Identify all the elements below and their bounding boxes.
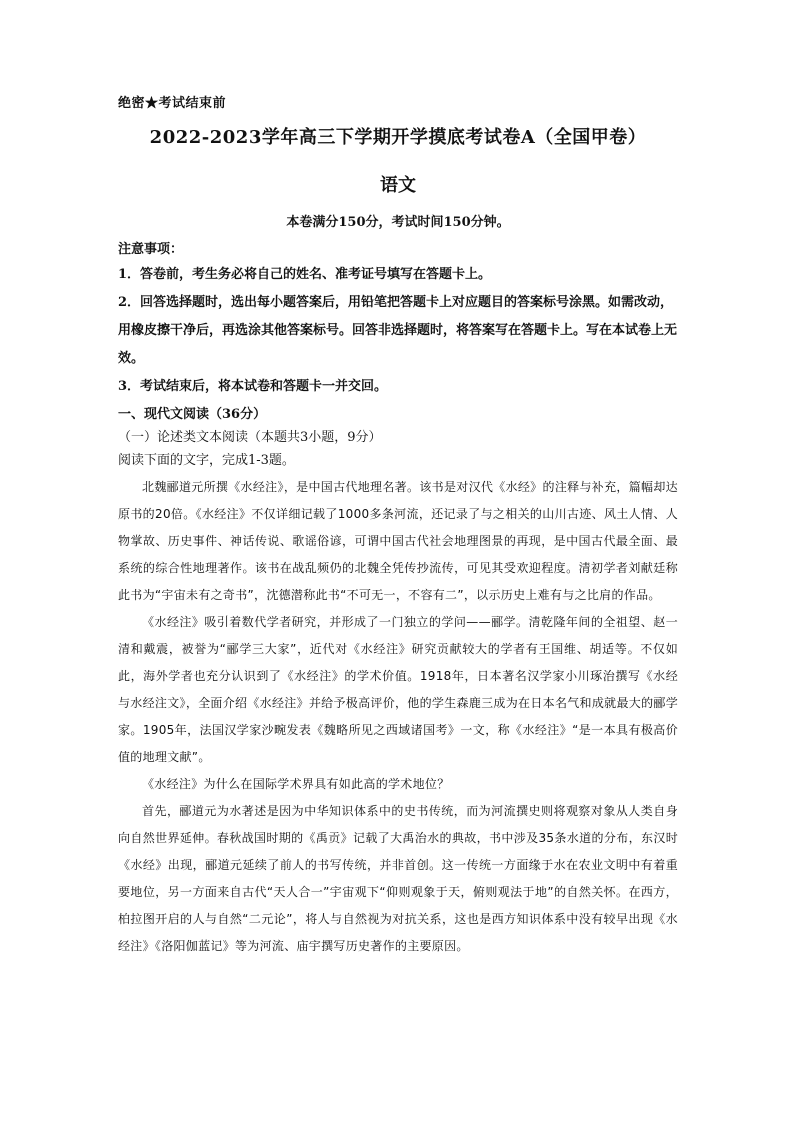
section-subtitle: （一）论述类文本阅读（本题共3小题，9分） [118, 430, 382, 445]
section-title: 一、现代文阅读（36分） [118, 407, 267, 422]
confidential-mark: 绝密★考试结束前 [118, 96, 227, 111]
passage-paragraph: 《水经注》为什么在国际学术界具有如此高的学术地位？ [142, 777, 450, 791]
notice-item: 1．答卷前，考生务必将自己的姓名、准考证号填写在答题卡上。 [118, 267, 492, 282]
score-note: 本卷满分150分，考试时间150分钟。 [286, 215, 510, 230]
subject-title: 语文 [380, 175, 416, 196]
passage-paragraph: 首先，郦道元为水著述是因为中华知识体系中的史书传统，而为河流撰史则将观察对象从人类自身向自然世界延伸。春秋战国时期的《禹贡》记载了大禹治水的典故，书中涉及35条水道的分布，东汉时《水经》出现，郦道元延续了前人的书写传统，并非首创。这一传统一方面缘于水在农业文明中有着重要地位，另一方面来自古代“天人合一”宇宙观下“仰则观象于天，俯则观法于地”的自然关怀。在西方，柏拉图开启的人与自然“二元论”，将人与自然视为对抗关系，这也是西方知识体系中没有较早出现《水经注》《洛阳伽蓝记》等为河流、庙宇撰写历史著作的主要原因。 [118, 804, 678, 953]
reading-instruction: 阅读下面的文字，完成1-3题。 [118, 453, 295, 468]
exam-page [118, 92, 678, 960]
notice-heading: 注意事项： [118, 242, 184, 257]
exam-title: 2022-2023学年高三下学期开学摸底考试卷A（全国甲卷） [149, 127, 647, 148]
notice-item: 3．考试结束后，将本试卷和答题卡一并交回。 [118, 379, 388, 394]
notice-item: 2．回答选择题时，选出每小题答案后，用铅笔把答题卡上对应题目的答案标号涂黑。如需改动，用橡皮擦干净后，再选涂其他答案标号。回答非选择题时，将答案写在答题卡上。写在本试卷上无效。 [118, 295, 678, 366]
passage-paragraph: 《水经注》吸引着数代学者研究，并形成了一门独立的学问——郦学。清乾隆年间的全祖望、赵一清和戴震，被誉为“郦学三大家”，近代对《水经注》研究贡献较大的学者有王国维、胡适等。不仅如此，海外学者也充分认识到了《水经注》的学术价值。1918年，日本著名汉学家小川琢治撰写《水经与水经注文》，全面介绍《水经注》并给予极高评价，他的学生森鹿三成为在日本名气和成就最大的郦学家。1905年，法国汉学家沙畹发表《魏略所见之西域诸国考》一文，称《水经注》“是一本具有极高价值的地理文献”。 [118, 615, 678, 764]
passage-paragraph: 北魏郦道元所撰《水经注》，是中国古代地理名著。该书是对汉代《水经》的注释与补充，篇幅却达原书的20倍。《水经注》不仅详细记载了1000多条河流，还记录了与之相关的山川古迹、风土人情、人物掌故、历史事件、神话传说、歌谣俗谚，可谓中国古代社会地理图景的再现，是中国古代最全面、最系统的综合性地理著作。该书在战乱频仍的北魏全凭传抄流传，可见其受欢迎程度。清初学者刘献廷称此书为“宇宙未有之奇书”，沈德潜称此书“不可无一，不容有二”，以示历史上难有与之比肩的作品。 [118, 480, 678, 602]
